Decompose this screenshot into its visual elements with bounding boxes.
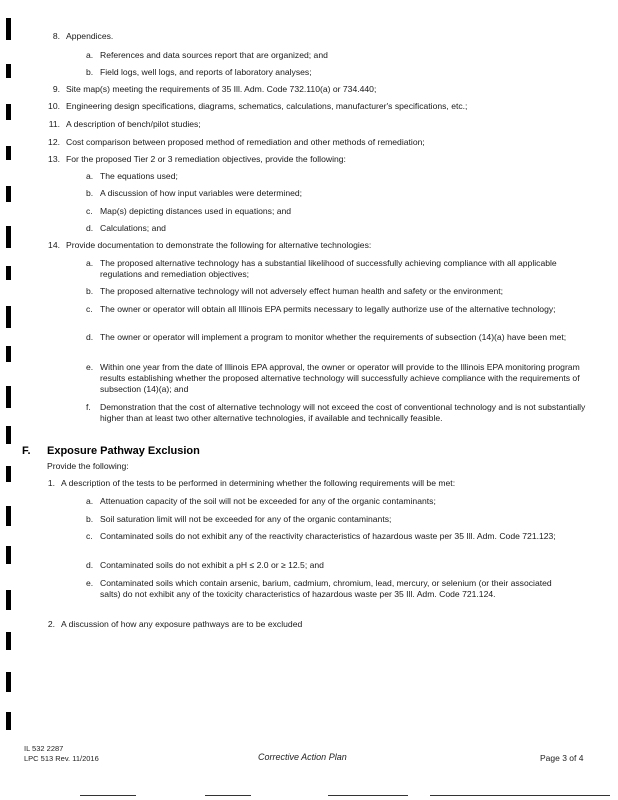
scan-mark [6,466,11,482]
item-number: 8. [52,31,60,41]
sub-text: Contaminated soils do not exhibit a pH ≤ 2.0 or ≥ 12.5; and [100,560,324,570]
item-text: Appendices. [66,31,114,41]
scan-mark [6,712,11,730]
sub-letter: d. [86,223,94,233]
scan-mark [6,186,11,202]
sub-text: Calculations; and [100,223,166,233]
sub-text: The owner or operator will implement a program to monitor whether the requirements of subsection (14)(a) have been met; [100,332,567,342]
item-text: A description of bench/pilot studies; [66,119,201,129]
item-number: 13. [48,154,60,164]
sub-text: The owner or operator will obtain all Illinois EPA permits necessary to legally authorize use of the alternative technology; [100,304,556,314]
scan-mark [6,266,11,280]
sub-letter: a. [86,258,94,268]
form-revision: LPC 513 Rev. 11/2016 [24,754,99,763]
scan-mark [6,346,11,362]
sub-letter: c. [86,304,93,314]
sub-letter: f. [86,402,91,412]
item-text: Cost comparison between proposed method of remediation and other methods of remediation; [66,137,425,147]
scan-mark [6,104,11,120]
sub-letter: c. [86,206,93,216]
page-number: Page 3 of 4 [540,753,584,763]
item-number: 12. [48,137,60,147]
scan-mark [6,672,11,692]
sub-letter: c. [86,531,93,541]
sub-text: Contaminated soils do not exhibit any of the reactivity characteristics of hazardous waste per 35 Ill. Adm. Code 721.123; [100,531,556,541]
scan-mark [6,426,11,444]
item-text: A discussion of how any exposure pathways are to be excluded [61,619,303,629]
sub-text: Field logs, well logs, and reports of laboratory analyses; [100,67,312,77]
sub-text: Soil saturation limit will not be exceeded for any of the organic contaminants; [100,514,392,524]
sub-letter: b. [86,188,94,198]
scan-mark [6,506,11,526]
sub-letter: a. [86,50,94,60]
scan-mark [6,64,11,78]
item-number: 2. [47,619,55,629]
sub-letter: e. [86,578,94,588]
scan-mark [6,226,11,248]
sub-text: The proposed alternative technology has a substantial likelihood of successfully achieving compliance with all applicable regulations and remediation objectives; [100,258,557,279]
scan-mark [6,146,11,160]
item-text: Provide documentation to demonstrate the following for alternative technologies: [66,240,372,250]
scan-mark [6,546,11,564]
item-number: 1. [47,478,55,488]
initial-line [328,795,408,796]
sub-letter: b. [86,67,94,77]
footer-title: Corrective Action Plan [258,752,347,762]
item-number: 14. [48,240,60,250]
item-text: For the proposed Tier 2 or 3 remediation objectives, provide the following: [66,154,346,164]
item-number: 9. [52,84,60,94]
scan-mark [6,306,11,328]
item-number: 10. [48,101,60,111]
sub-text: The proposed alternative technology will not adversely effect human health and safety or the environment; [100,286,504,296]
scan-mark [6,632,11,650]
initial-line [80,795,136,796]
sub-letter: b. [86,286,94,296]
sub-text: Contaminated soils which contain arsenic, barium, cadmium, chromium, lead, mercury, or selenium (or their associated salts) do not exhibit any of the toxicity characteristics of hazardous waste per 35 Ill. Adm. Code 721.124. [100,578,552,599]
sub-text: The equations used; [100,171,178,181]
sub-letter: d. [86,332,94,342]
sub-text: Map(s) depicting distances used in equations; and [100,206,292,216]
sub-text: Within one year from the date of Illinois EPA approval, the owner or operator will provide to the Illinois EPA monitoring program results establishing whether the proposed alternative technology will successfully achieve compliance with the requirements of subsection (14)(a); and [100,362,580,394]
item-number: 11. [48,119,60,129]
section-letter: F. [22,445,31,457]
scan-mark [6,386,11,408]
scan-mark [6,18,11,40]
sub-text: A discussion of how input variables were determined; [100,188,303,198]
initial-line [430,795,610,796]
sub-letter: a. [86,496,94,506]
initial-line [205,795,251,796]
item-text: A description of the tests to be performed in determining whether the following requirements will be met: [61,478,456,488]
sub-letter: a. [86,171,94,181]
section-intro: Provide the following: [47,461,129,471]
sub-letter: b. [86,514,94,524]
form-id: IL 532 2287 [24,744,64,753]
sub-text: References and data sources report that are organized; and [100,50,328,60]
item-text: Site map(s) meeting the requirements of 35 Ill. Adm. Code 732.110(a) or 734.440; [66,84,377,94]
scan-mark [6,590,11,610]
sub-text: Attenuation capacity of the soil will not be exceeded for any of the organic contaminants; [100,496,436,506]
sub-letter: d. [86,560,94,570]
sub-letter: e. [86,362,94,372]
sub-text: Demonstration that the cost of alternative technology will not exceed the cost of conventional technology and is not substantially higher than at least two other alternative technologies, if available and technically feasible. [100,402,586,423]
item-text: Engineering design specifications, diagrams, schematics, calculations, manufacturer's specifications, etc.; [66,101,468,111]
section-title: Exposure Pathway Exclusion [47,445,200,457]
